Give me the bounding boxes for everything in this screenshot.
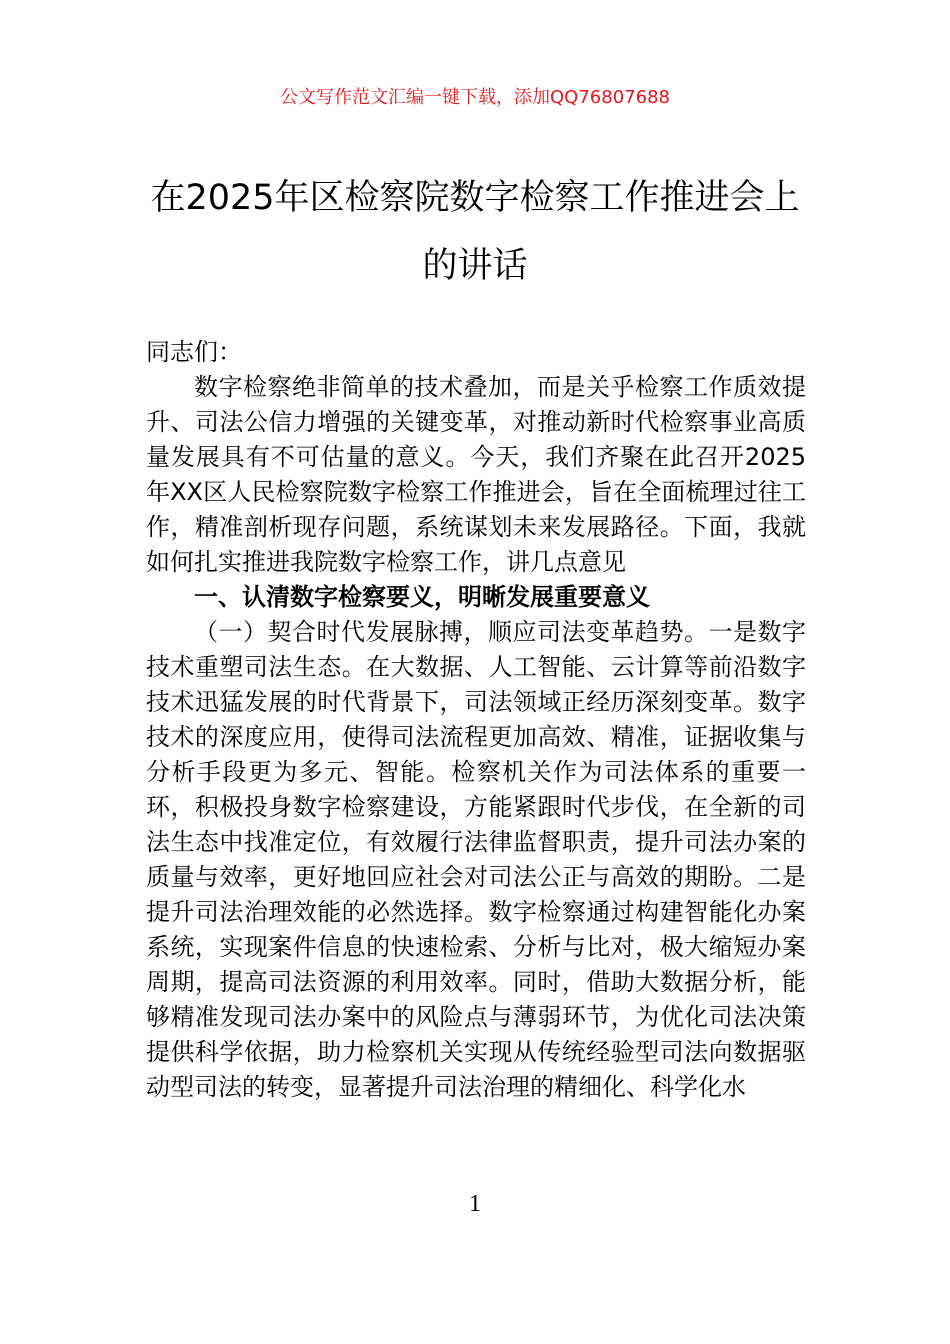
section-paragraph: （一）契合时代发展脉搏，顺应司法变革趋势。一是数字技术重塑司法生态。在大数据、人工智能、云计算等前沿数字技术迅猛发展的时代背景下，司法领域正经历深刻变革。数字技术的深度应用，使得司法流程更加高效、精准，证据收集与分析手段更为多元、智能。检察机关作为司法体系的重要一环，积极投身数字检察建设，方能紧跟时代步伐，在全新的司法生态中找准定位，有效履行法律监督职责，提升司法办案的质量与效率，更好地回应社会对司法公正与高效的期盼。二是提升司法治理效能的必然选择。数字检察通过构建智能化办案系统，实现案件信息的快速检索、分析与比对，极大缩短办案周期，提高司法资源的利用效率。同时，借助大数据分析，能够精准发现司法办案中的风险点与薄弱环节，为优化司法决策提供科学依据，助力检察机关实现从传统经验型司法向数据驱动型司法的转变，显著提升司法治理的精细化、科学化水 (146, 618, 806, 1101)
document-title: 在2025年区检察院数字检察工作推进会上的讲话 (150, 178, 800, 286)
salutation: 同志们： (146, 338, 242, 366)
section-heading: 一、认清数字检察要义，明晰发展重要意义 (194, 583, 650, 611)
page-number: 1 (469, 1191, 481, 1217)
intro-paragraph: 数字检察绝非简单的技术叠加，而是关乎检察工作质效提升、司法公信力增强的关键变革，对推动新时代检察事业高质量发展具有不可估量的意义。今天，我们齐聚在此召开2025年XX区人民检察院数字检察工作推进会，旨在全面梳理过往工作，精准剖析现存问题，系统谋划未来发展路径。下面，我就如何扎实推进我院数字检察工作，讲几点意见 (146, 373, 806, 576)
document-body (146, 335, 806, 1105)
promo-banner: 公文写作范文汇编一键下载，添加QQ76807688 (280, 87, 670, 108)
